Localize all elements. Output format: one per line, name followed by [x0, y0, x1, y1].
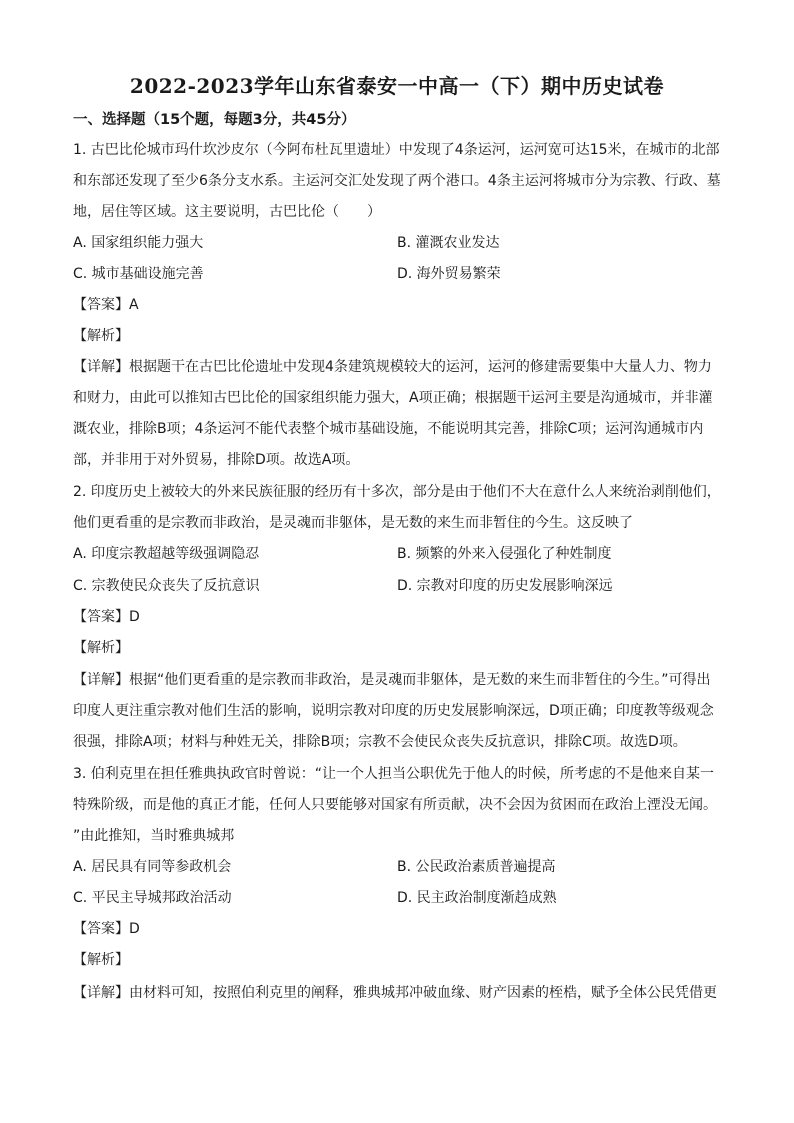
- question-1-detail-2: 和财力，由此可以推知古巴比伦的国家组织能力强大，A项正确；根据题干运河主要是沟通城市，并非灌: [73, 390, 713, 406]
- question-3-option-b: B. 公民政治素质普遍提高: [397, 859, 556, 875]
- question-1-option-b: B. 灌溉农业发达: [397, 235, 500, 251]
- question-3-line-2: 特殊阶级，而是他的真正才能，任何人只要能够对国家有所贡献，决不会因为贫困而在政治上湮没无闻。: [73, 797, 717, 813]
- question-2-option-d: D. 宗教对印度的历史发展影响深远: [397, 578, 613, 594]
- question-1-detail-4: 部，并非用于对外贸易，排除D项。故选A项。: [73, 452, 360, 468]
- question-2-line-2: 他们更看重的是宗教而非政治，是灵魂而非躯体，是无数的来生而非暂住的今生。这反映了: [73, 515, 633, 531]
- question-1-line-1: 1. 古巴比伦城市玛什坎沙皮尔（今阿布杜瓦里遗址）中发现了4条运河，运河宽可达15米，在城市的北部: [73, 142, 720, 158]
- question-3-analysis: 【解析】: [73, 952, 129, 968]
- question-1-analysis: 【解析】: [73, 328, 129, 344]
- question-2-analysis: 【解析】: [73, 640, 129, 656]
- question-1-option-d: D. 海外贸易繁荣: [397, 266, 501, 282]
- question-3-option-a: A. 居民具有同等参政机会: [73, 859, 232, 875]
- question-2-option-a: A. 印度宗教超越等级强调隐忍: [73, 546, 260, 562]
- question-2-line-1: 2. 印度历史上被较大的外来民族征服的经历有十多次，部分是由于他们不大在意什么人来统治剥削他们，: [73, 484, 721, 500]
- question-1-option-c: C. 城市基础设施完善: [73, 266, 204, 282]
- page-title: 2022-2023学年山东省泰安一中高一（下）期中历史试卷: [129, 74, 665, 98]
- question-3-option-d: D. 民主政治制度渐趋成熟: [397, 890, 557, 906]
- question-2-detail-2: 印度人更注重宗教对他们生活的影响，说明宗教对印度的历史发展影响深远，D项正确；印度教等级观念: [73, 703, 714, 719]
- question-3-answer: 【答案】D: [73, 921, 140, 937]
- question-2-detail-1: 【详解】根据“他们更看重的是宗教而非政治，是灵魂而非躯体，是无数的来生而非暂住的今生。”可得出: [73, 672, 711, 688]
- question-2-option-b: B. 频繁的外来入侵强化了种姓制度: [397, 546, 612, 562]
- question-2-detail-3: 很强，排除A项；材料与种姓无关，排除B项；宗教不会使民众丧失反抗意识，排除C项。故选D项。: [73, 734, 687, 750]
- question-1-line-3: 地，居住等区域。这主要说明，古巴比伦（ ）: [73, 204, 381, 220]
- question-1-detail-1: 【详解】根据题干在古巴比伦遗址中发现4条建筑规模较大的运河，运河的修建需要集中大量人力、物力: [73, 359, 712, 375]
- question-1-answer: 【答案】A: [73, 297, 139, 313]
- question-3-line-1: 3. 伯利克里在担任雅典执政官时曾说：“让一个人担当公职优先于他人的时候，所考虑的不是他来自某一: [73, 766, 715, 782]
- question-1-option-a: A. 国家组织能力强大: [73, 235, 204, 251]
- question-1-line-2: 和东部还发现了至少6条分支水系。主运河交汇处发现了两个港口。4条主运河将城市分为宗教、行政、墓: [73, 173, 721, 189]
- section-heading: 一、选择题（15个题，每题3分，共45分）: [73, 112, 356, 128]
- question-2-option-c: C. 宗教使民众丧失了反抗意识: [73, 578, 260, 594]
- question-3-line-3: ”由此推知，当时雅典城邦: [73, 828, 235, 844]
- question-3-detail-1: 【详解】由材料可知，按照伯利克里的阐释，雅典城邦冲破血缘、财产因素的桎梏，赋予全体公民凭借更: [73, 985, 717, 1001]
- question-2-answer: 【答案】D: [73, 609, 140, 625]
- question-3-option-c: C. 平民主导城邦政治活动: [73, 890, 232, 906]
- question-1-detail-3: 溉农业，排除B项；4条运河不能代表整个城市基础设施，不能说明其完善，排除C项；运河沟通城市内: [73, 421, 704, 437]
